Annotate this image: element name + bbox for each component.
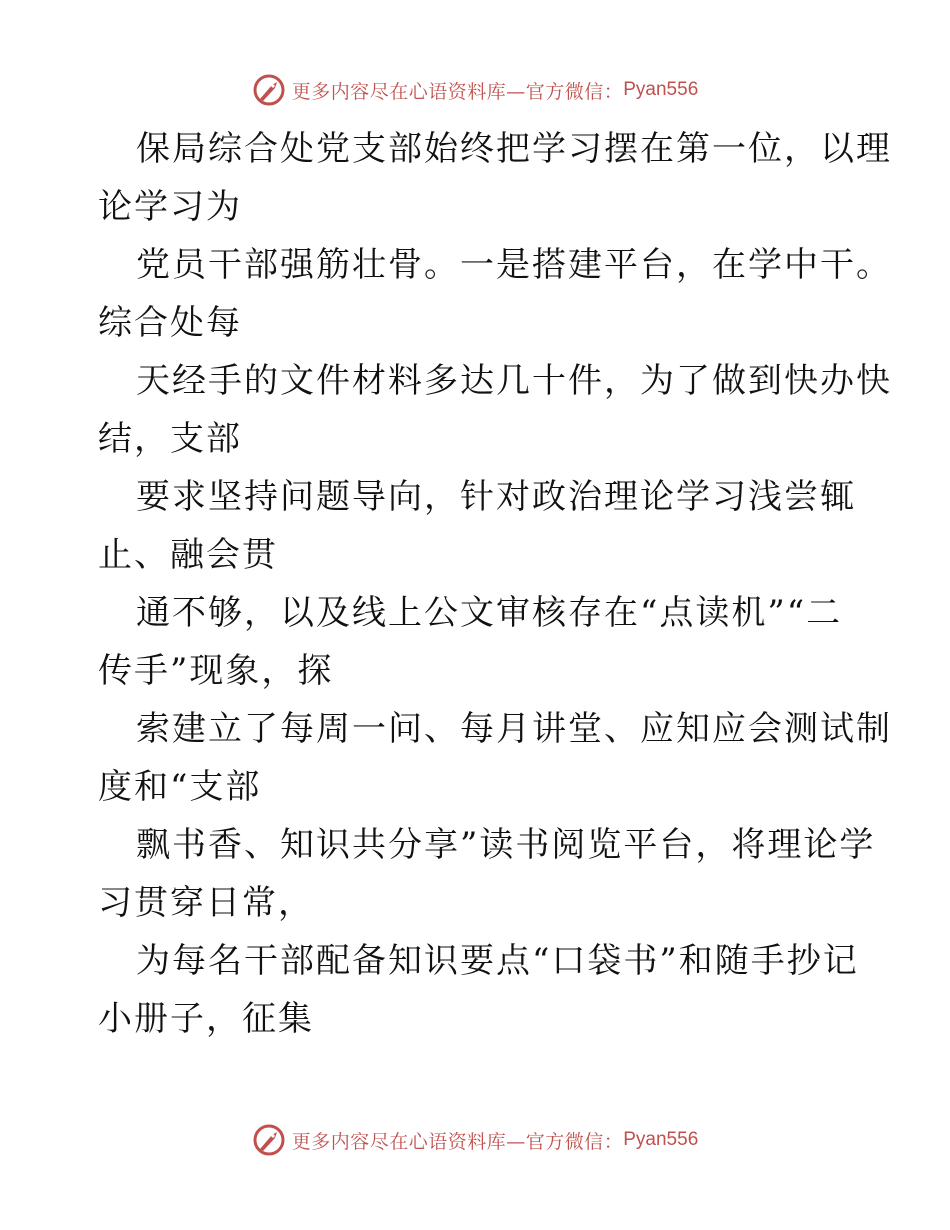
footer-banner — [0, 1120, 950, 1160]
document-body — [98, 120, 892, 1048]
paragraph-continuation: 传手”现象，探 — [98, 651, 334, 691]
paragraph-continuation: 止、融会贯 — [98, 535, 278, 575]
paragraph — [98, 120, 892, 236]
paragraph — [98, 352, 892, 468]
paragraph-continuation: 习贯穿日常， — [98, 883, 314, 923]
paragraph — [98, 236, 892, 352]
paragraph-line: 通不够，以及线上公文审核存在“点读机”“二 — [136, 593, 843, 633]
pen-nib-logo-icon — [252, 1123, 286, 1157]
paragraph-continuation: 综合处每 — [98, 303, 242, 343]
header-banner-text: 更多内容尽在心语资料库—官方微信： — [291, 80, 624, 103]
paragraph-continuation: 小册子，征集 — [98, 999, 314, 1039]
paragraph-line: 保局综合处党支部始终把学习摆在第一位，以理 — [136, 129, 892, 169]
paragraph-continuation: 论学习为 — [98, 187, 242, 227]
paragraph-line: 索建立了每周一问、每月讲堂、应知应会测试制 — [136, 709, 892, 749]
paragraph-line: 要求坚持问题导向，针对政治理论学习浅尝辄 — [136, 477, 856, 517]
paragraph-continuation: 结，支部 — [98, 419, 242, 459]
paragraph-line: 党员干部强筋壮骨。一是搭建平台，在学中干。 — [136, 245, 892, 285]
paragraph — [98, 932, 858, 1048]
pen-nib-logo-icon — [252, 73, 286, 107]
paragraph-line: 天经手的文件材料多达几十件，为了做到快办快 — [136, 361, 892, 401]
paragraph — [98, 700, 892, 816]
paragraph — [98, 468, 858, 584]
paragraph — [98, 816, 876, 932]
paragraph-line: 为每名干部配备知识要点“口袋书”和随手抄记 — [136, 941, 859, 981]
header-wechat-id: Pyan556 — [623, 79, 699, 100]
footer-banner-text: 更多内容尽在心语资料库—官方微信： — [291, 1130, 624, 1153]
paragraph-continuation: 度和“支部 — [98, 767, 262, 807]
paragraph-line: 飘书香、知识共分享”读书阅览平台，将理论学 — [136, 825, 876, 865]
footer-wechat-id: Pyan556 — [623, 1129, 699, 1150]
header-banner — [0, 70, 950, 110]
paragraph — [98, 584, 858, 700]
